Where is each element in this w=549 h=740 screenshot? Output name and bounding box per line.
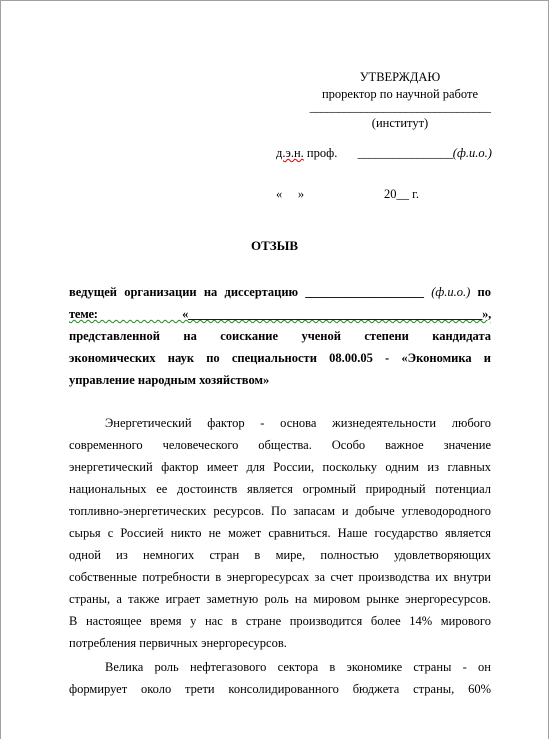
prof-text: проф. (306, 146, 338, 160)
institute-label: (институт) (371, 116, 429, 130)
intro-line-2: теме: «_________________________________________________», (69, 307, 491, 321)
fio-label: (ф.и.о.) (452, 146, 492, 160)
body-p1-line-3: энергетический фактор имеет для России, поскольку одним из главных (69, 460, 491, 474)
body-p1-line-7: одной из немногих стран в мире, полностью удовлетворяющих (69, 548, 491, 562)
approver-position: проректор по научной работе (321, 87, 479, 101)
body-p1-line-6: сырья с Россией никто не может сравниться. Наше государство является (69, 526, 491, 540)
intro-line-4: экономических наук по специальности 08.00.05 - «Экономика и (69, 351, 491, 365)
intro-line-3: представленной на соискание ученой степени кандидата (69, 329, 491, 343)
signature-line (276, 146, 492, 161)
body-p1-line-9: страны, а также играет заметную роль на мировом рынке энергоресурсов. (69, 592, 491, 606)
body-p1-line-11: потребления первичных энергоресурсов. (69, 636, 287, 650)
body-p1-line-1: Энергетический фактор - основа жизнедеятельности любого (105, 416, 491, 430)
body-p1-line-10: В настоящее время у нас в стране производится более 14% мирового (69, 614, 491, 628)
intro-fio: (ф.и.о.) (431, 285, 471, 299)
body-p1-line-4: национальных ее достоинств является огромный природный потенциал (69, 482, 491, 496)
body-p2-line-1: Велика роль нефтегазового сектора в экономике страны - он (105, 660, 491, 674)
approver-blank-line: ________________________________ (309, 100, 491, 114)
degree-text: д.э.н. (276, 146, 304, 160)
date-quotes: « » (276, 187, 305, 201)
body-p1-line-2: современного человеческого общества. Особо важное значение (69, 438, 491, 452)
document-title: ОТЗЫВ (250, 238, 299, 253)
intro-line-1: ведущей организации на диссертацию ___________________ (ф.и.о.) по (69, 285, 492, 299)
body-p1-line-8: собственные потребности в энергоресурсах за счет производства их внутри (69, 570, 491, 584)
name-blank: ________________ (357, 146, 453, 160)
date-year: 20__ г. (384, 187, 419, 201)
intro-line-5: управление народным хозяйством» (69, 373, 270, 387)
approve-heading: УТВЕРЖДАЮ (359, 70, 441, 84)
body-p2-line-2: формирует около трети консолидированного бюджета страны, 60% (69, 682, 491, 696)
body-p1-line-5: топливно-энергетических ресурсов. По запасам и добыче углеводородного (69, 504, 491, 518)
